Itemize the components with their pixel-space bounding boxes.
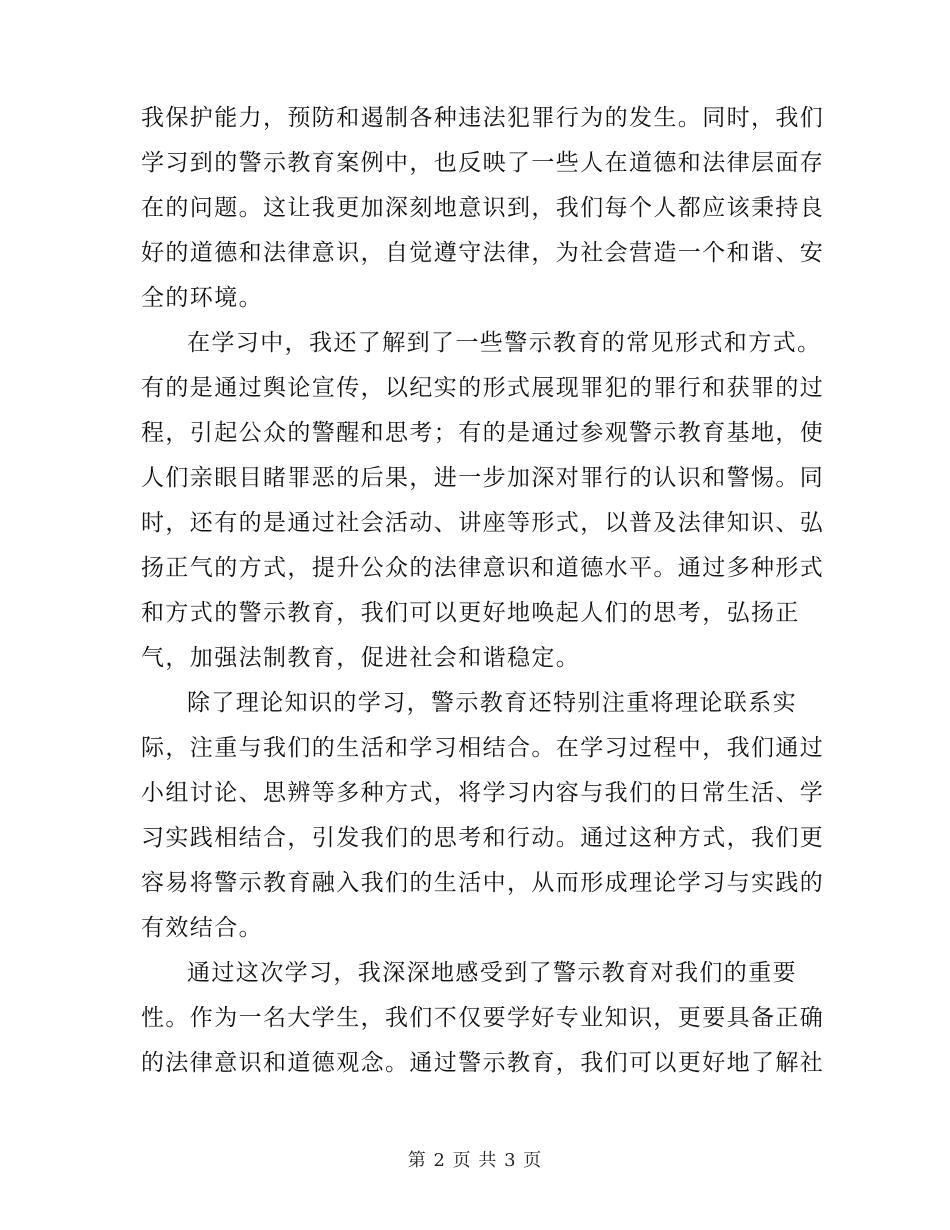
text-line: 际，注重与我们的生活和学习相结合。在学习过程中，我们通过 bbox=[141, 735, 825, 761]
text-line: 程，引起公众的警醒和思考；有的是通过参观警示教育基地，使 bbox=[141, 420, 825, 446]
text-line: 有效结合。 bbox=[141, 915, 263, 941]
text-line: 气，加强法制教育，促进社会和谐稳定。 bbox=[141, 645, 581, 671]
text-line: 性。作为一名大学生，我们不仅要学好专业知识，更要具备正确 bbox=[141, 1005, 825, 1031]
text-line: 好的道德和法律意识，自觉遵守法律，为社会营造一个和谐、安 bbox=[141, 240, 825, 266]
text-line: 和方式的警示教育，我们可以更好地唤起人们的思考，弘扬正 bbox=[141, 600, 800, 626]
paragraph bbox=[141, 951, 825, 1086]
body-text bbox=[141, 96, 825, 1086]
text-line: 人们亲眼目睹罪恶的后果，进一步加深对罪行的认识和警惕。同 bbox=[141, 465, 825, 491]
text-line: 有的是通过舆论宣传，以纪实的形式展现罪犯的罪行和获罪的过 bbox=[141, 375, 825, 401]
text-line: 扬正气的方式，提升公众的法律意识和道德水平。通过多种形式 bbox=[141, 555, 825, 581]
paragraph bbox=[141, 681, 825, 951]
text-line: 在的问题。这让我更加深刻地意识到，我们每个人都应该秉持良 bbox=[141, 195, 825, 221]
page-footer: 第 2 页 共 3 页 bbox=[407, 1150, 543, 1171]
text-line: 我保护能力，预防和遏制各种违法犯罪行为的发生。同时，我们 bbox=[141, 105, 825, 131]
paragraph bbox=[141, 321, 825, 681]
text-line: 学习到的警示教育案例中，也反映了一些人在道德和法律层面存 bbox=[141, 150, 825, 176]
text-line: 的法律意识和道德观念。通过警示教育，我们可以更好地了解社 bbox=[141, 1050, 825, 1076]
text-line: 除了理论知识的学习，警示教育还特别注重将理论联系实 bbox=[187, 690, 797, 716]
text-line: 时，还有的是通过社会活动、讲座等形式，以普及法律知识、弘 bbox=[141, 510, 825, 536]
text-line: 容易将警示教育融入我们的生活中，从而形成理论学习与实践的 bbox=[141, 870, 825, 896]
text-line: 全的环境。 bbox=[141, 285, 263, 311]
text-line: 在学习中，我还了解到了一些警示教育的常见形式和方式。 bbox=[187, 330, 822, 356]
paragraph bbox=[141, 96, 825, 321]
text-line: 小组讨论、思辨等多种方式，将学习内容与我们的日常生活、学 bbox=[141, 780, 825, 806]
text-line: 通过这次学习，我深深地感受到了警示教育对我们的重要 bbox=[187, 960, 797, 986]
text-line: 习实践相结合，引发我们的思考和行动。通过这种方式，我们更 bbox=[141, 825, 825, 851]
